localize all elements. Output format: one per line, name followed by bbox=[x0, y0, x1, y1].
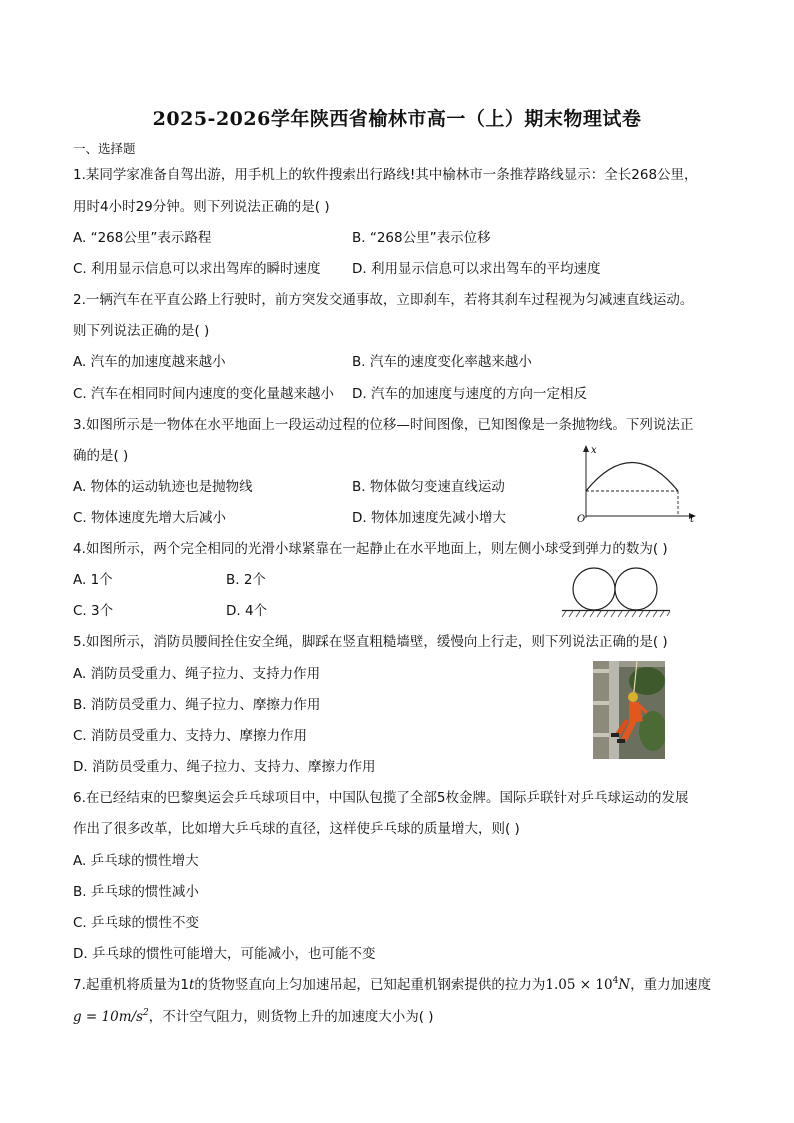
q2-option-c: C. 汽车在相同时间内速度的变化量越来越小 bbox=[73, 386, 335, 402]
q7-stem-line1 bbox=[73, 976, 711, 994]
graph-origin-label: O bbox=[577, 514, 586, 524]
left-ball bbox=[573, 568, 615, 610]
q1-option-b: B. “268公里”表示位移 bbox=[352, 230, 491, 246]
q4-option-c: C. 3个 bbox=[73, 603, 114, 619]
q7-stem-line2 bbox=[73, 1008, 434, 1026]
q2-stem-line2: 则下列说法正确的是( ) bbox=[73, 323, 210, 339]
q7-g-exp: 2 bbox=[143, 1008, 149, 1018]
q5-option-d: D. 消防员受重力、绳子拉力、支持力、摩擦力作用 bbox=[73, 759, 376, 775]
q1-option-a: A. “268公里”表示路程 bbox=[73, 230, 212, 246]
q4-stem: 4.如图所示，两个完全相同的光滑小球紧靠在一起静止在水平地面上，则左侧小球受到弹力的数为( ) bbox=[73, 541, 668, 557]
q3-displacement-time-graph bbox=[572, 442, 700, 524]
q4-option-d: D. 4个 bbox=[226, 603, 268, 619]
q7-text-c: ，重力加速度 bbox=[630, 977, 712, 993]
q7-unit-t: t bbox=[188, 977, 195, 993]
graph-t-label: t bbox=[690, 514, 695, 524]
q5-option-a: A. 消防员受重力、绳子拉力、支持力作用 bbox=[73, 666, 321, 682]
graph-x-label: x bbox=[591, 445, 597, 456]
q2-stem-line1: 2.一辆汽车在平直公路上行驶时，前方突发交通事故，立即刹车，若将其刹车过程视为匀减速直线运动。 bbox=[73, 292, 694, 308]
q7-force-value bbox=[545, 977, 630, 993]
q3-option-a: A. 物体的运动轨迹也是抛物线 bbox=[73, 479, 253, 495]
q3-option-d: D. 物体加速度先减小增大 bbox=[352, 510, 506, 526]
q7-force-coef: 1.05 × 10 bbox=[545, 977, 613, 993]
q5-option-b: B. 消防员受重力、绳子拉力、摩擦力作用 bbox=[73, 697, 321, 713]
q1-option-c: C. 利用显示信息可以求出驾库的瞬时速度 bbox=[73, 261, 321, 277]
q5-firefighter-photo bbox=[593, 661, 665, 759]
q6-option-a: A. 乒乓球的惯性增大 bbox=[73, 853, 199, 869]
q6-option-b: B. 乒乓球的惯性减小 bbox=[73, 884, 199, 900]
q6-stem-line1: 6.在已经结束的巴黎奥运会乒乓球项目中，中国队包揽了全部5枚金牌。国际乒联针对乒乓球运动的发展 bbox=[73, 790, 689, 806]
q6-stem-line2: 作出了很多改革，比如增大乒乓球的直径，这样使乒乓球的质量增大，则( ) bbox=[73, 821, 520, 837]
q3-option-b: B. 物体做匀变速直线运动 bbox=[352, 479, 505, 495]
q4-option-a: A. 1个 bbox=[73, 572, 113, 588]
q6-option-c: C. 乒乓球的惯性不变 bbox=[73, 915, 200, 931]
q6-option-d: D. 乒乓球的惯性可能增大，可能减小，也可能不变 bbox=[73, 946, 376, 962]
page-title: 2025-2026学年陕西省榆林市高一（上）期末物理试卷 bbox=[152, 108, 642, 130]
graph-parabola bbox=[586, 463, 678, 492]
q7-g-expr bbox=[73, 1009, 149, 1025]
q7-text-a: 7.起重机将质量为1 bbox=[73, 977, 189, 993]
q4-option-b: B. 2个 bbox=[226, 572, 266, 588]
q7-text-d: ，不计空气阻力，则货物上升的加速度大小为( ) bbox=[148, 1009, 434, 1025]
ground-hatching bbox=[562, 611, 670, 617]
q1-option-d: D. 利用显示信息可以求出驾车的平均速度 bbox=[352, 261, 601, 277]
q2-option-d: D. 汽车的加速度与速度的方向一定相反 bbox=[352, 386, 587, 402]
q5-option-c: C. 消防员受重力、支持力、摩擦力作用 bbox=[73, 728, 308, 744]
q5-stem: 5.如图所示，消防员腰间拴住安全绳，脚踩在竖直粗糙墙壁，缓慢向上行走，则下列说法正确的是( ) bbox=[73, 634, 668, 650]
q3-option-c: C. 物体速度先增大后减小 bbox=[73, 510, 227, 526]
q7-force-exp: 4 bbox=[612, 976, 619, 986]
q2-option-a: A. 汽车的加速度越来越小 bbox=[73, 354, 226, 370]
section-heading: 一、选择题 bbox=[73, 141, 136, 156]
graph-x-axis-arrow bbox=[583, 445, 589, 452]
q7-g-text: g = 10m/s bbox=[73, 1009, 143, 1025]
q1-stem-line1: 1.某同学家准备自驾出游，用手机上的软件搜索出行路线!其中榆林市一条推荐路线显示：全长268公里， bbox=[73, 167, 698, 183]
right-ball bbox=[615, 568, 657, 610]
q7-text-b: 的货物竖直向上匀加速吊起，已知起重机钢索提供的拉力为 bbox=[194, 977, 546, 993]
q7-force-unit: N bbox=[618, 977, 631, 993]
q3-stem-line1: 3.如图所示是一物体在水平地面上一段运动过程的位移—时间图像，已知图像是一条抛物线。下列说法正 bbox=[73, 417, 694, 433]
q1-stem-line2: 用时4小时29分钟。则下列说法正确的是( ) bbox=[73, 199, 330, 215]
q2-option-b: B. 汽车的速度变化率越来越小 bbox=[352, 354, 532, 370]
q4-two-balls-figure bbox=[560, 565, 672, 620]
q3-stem-line2: 确的是( ) bbox=[73, 448, 129, 464]
